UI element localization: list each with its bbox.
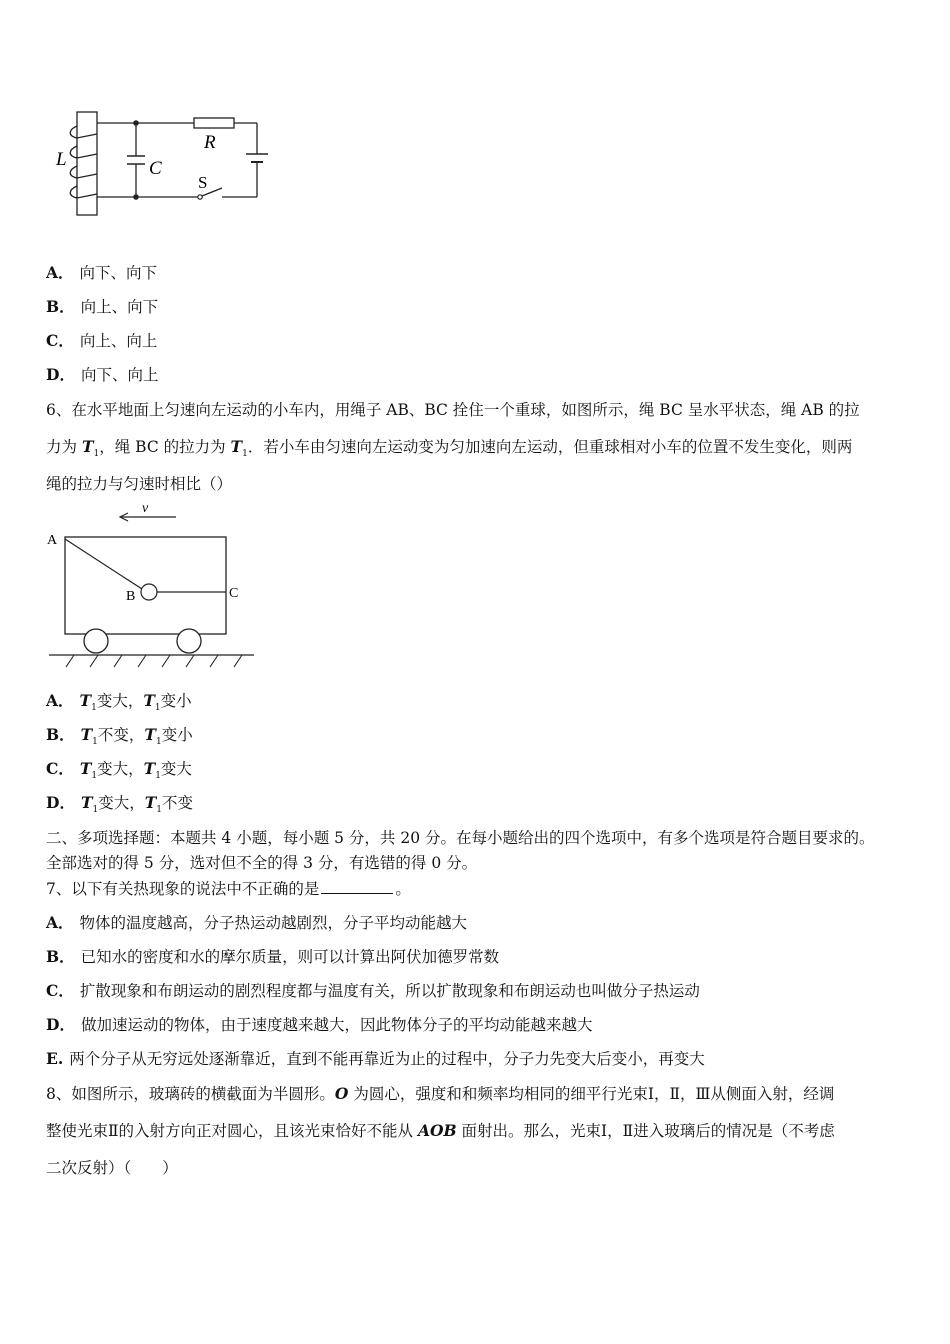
- q6-option-d-s1: 1: [92, 805, 99, 816]
- q6-option-c-s2: 1: [155, 771, 161, 782]
- q8-stem-line2-b: 面射出。那么，光束Ⅰ，Ⅱ进入玻璃后的情况是（不考虑: [456, 1122, 835, 1140]
- q6-option-b-t2: T: [144, 725, 156, 744]
- q7-option-a[interactable]: [46, 911, 467, 933]
- q6-option-d-e: 不变: [162, 794, 194, 812]
- q7-option-e-label: E.: [46, 1049, 64, 1068]
- q6-option-b-m: 不变，: [97, 726, 145, 744]
- label-C-cart: C: [229, 586, 239, 601]
- q7-option-c-text: 扩散现象和布朗运动的剧烈程度都与温度有关，所以扩散现象和布朗运动也叫做分子热运动: [79, 982, 700, 1000]
- q6-T-sub-2: 1: [242, 449, 248, 460]
- q5-option-a[interactable]: [46, 261, 157, 283]
- q6-stem-line2: [46, 435, 852, 459]
- resistor: [194, 118, 234, 128]
- q5-option-c-text: 向上、向上: [79, 332, 158, 350]
- q6-stem-line2-b: ，绳 BC 的拉力为: [99, 438, 231, 456]
- q5-option-b[interactable]: [46, 295, 158, 317]
- q7-stem-a: 7、以下有关热现象的说法中不正确的是: [46, 880, 320, 898]
- q6-stem-line1: 6、在水平地面上匀速向左运动的小车内，用绳子 AB、BC 拴住一个重球，如图所示，绳 BC 呈水平状态，绳 AB 的拉: [46, 401, 860, 419]
- coil-core: [77, 112, 97, 215]
- rope-ab: [65, 539, 142, 589]
- coil-windings: [70, 126, 97, 198]
- q5-option-c-label: C．: [46, 331, 74, 350]
- q7-option-a-text: 物体的温度越高，分子热运动越剧烈，分子平均动能越大: [79, 914, 468, 932]
- label-v: v: [142, 501, 149, 516]
- q7-stem-b: 。: [395, 880, 411, 898]
- cart-figure: [44, 500, 259, 675]
- q7-option-b-label: B．: [46, 947, 75, 966]
- q7-option-d-label: D．: [46, 1015, 75, 1034]
- wheel-left: [84, 629, 108, 653]
- q6-option-c-e: 变大: [160, 760, 192, 778]
- label-S: S: [198, 173, 208, 192]
- q7-option-e[interactable]: [46, 1047, 705, 1069]
- q6-option-d-label: D．: [46, 793, 75, 812]
- ball: [141, 584, 157, 600]
- q7-option-c-label: C．: [46, 981, 74, 1000]
- q7-option-d[interactable]: [46, 1013, 592, 1035]
- q6-stem-line2-c: ．若小车由匀速向左运动变为匀加速向左运动，但重球相对小车的位置不发生变化，则两: [247, 438, 853, 456]
- q5-option-b-label: B．: [46, 297, 75, 316]
- q5-option-a-text: 向下、向下: [79, 264, 158, 282]
- q5-option-d-label: D．: [46, 365, 75, 384]
- q5-option-d[interactable]: [46, 363, 158, 385]
- q8-stem-line2-a: 整使光束Ⅱ的入射方向正对圆心，且该光束恰好不能从: [46, 1122, 418, 1140]
- label-A: A: [47, 533, 58, 548]
- q5-option-c[interactable]: [46, 329, 157, 351]
- q7-option-d-text: 做加速运动的物体，由于速度越来越大，因此物体分子的平均动能越来越大: [80, 1016, 593, 1034]
- q6-option-a-label: A．: [46, 691, 74, 710]
- q6-option-c-m: 变大，: [97, 760, 144, 778]
- q5-option-b-text: 向上、向下: [80, 298, 159, 316]
- switch-contact-left: [198, 195, 202, 199]
- ground-hatching: [66, 655, 242, 667]
- q5-option-d-text: 向下、向上: [80, 366, 159, 384]
- q6-option-d-t1: T: [80, 793, 93, 812]
- q6-option-a-m: 变大，: [96, 692, 144, 710]
- wheel-right: [177, 629, 201, 653]
- section2-heading-line2: 全部选对的得 5 分，选对但不全的得 3 分，有选错的得 0 分。: [46, 854, 478, 872]
- q6-T-symbol-2: T: [230, 437, 243, 456]
- q6-option-a[interactable]: [46, 689, 192, 713]
- q6-option-a-t2: T: [143, 691, 155, 710]
- q7-option-b-text: 已知水的密度和水的摩尔质量，则可以计算出阿伏加德罗常数: [80, 948, 500, 966]
- q7-stem: [46, 877, 411, 899]
- q7-option-c[interactable]: [46, 979, 700, 1001]
- q8-symbol-AOB: AOB: [417, 1121, 457, 1140]
- q7-option-e-text: 两个分子从无穷远处逐渐靠近，直到不能再靠近为止的过程中，分子力先变大后变小，再变大: [69, 1050, 705, 1068]
- q6-option-d-s2: 1: [156, 805, 163, 816]
- q6-T-sub-1: 1: [93, 449, 100, 460]
- label-R: R: [204, 132, 216, 153]
- q6-option-a-s1: 1: [91, 703, 97, 714]
- q6-option-a-t1: T: [79, 691, 92, 710]
- q6-option-b[interactable]: [46, 723, 193, 747]
- q6-stem-line2-a: 力为: [46, 438, 82, 456]
- q6-option-b-s1: 1: [92, 737, 98, 748]
- q6-option-b-s2: 1: [155, 737, 162, 748]
- label-L: L: [56, 149, 67, 170]
- q5-option-a-label: A．: [46, 263, 74, 282]
- q8-stem-line1-a: 8、如图所示，玻璃砖的横截面为半圆形。: [46, 1085, 335, 1103]
- q6-option-c-s1: 1: [91, 771, 98, 782]
- section2-heading-line1: 二、多项选择题：本题共 4 小题，每小题 5 分，共 20 分。在每小题给出的四个选项中，有多个选项是符合题目要求的。: [46, 829, 875, 847]
- q6-option-a-e: 变小: [160, 692, 192, 710]
- q7-answer-blank[interactable]: [321, 879, 393, 894]
- q6-option-c-t2: T: [143, 759, 156, 778]
- q6-stem-line3: 绳的拉力与匀速时相比（）: [46, 475, 233, 493]
- q8-stem-line3: 二次反射）（ ）: [46, 1159, 178, 1177]
- q7-option-a-label: A．: [46, 913, 74, 932]
- q8-stem-line1-b: 为圆心，强度和和频率均相同的细平行光束Ⅰ，Ⅱ，Ⅲ从侧面入射，经调: [348, 1085, 835, 1103]
- q6-option-a-s2: 1: [154, 703, 161, 714]
- q6-option-d-m: 变大，: [98, 794, 145, 812]
- label-B: B: [126, 589, 136, 604]
- q6-option-c-label: C．: [46, 759, 74, 778]
- q6-option-c-t1: T: [79, 759, 92, 778]
- label-C: C: [149, 158, 162, 179]
- q6-option-c[interactable]: [46, 757, 192, 781]
- q6-option-b-t1: T: [80, 725, 93, 744]
- q6-option-b-label: B．: [46, 725, 75, 744]
- q6-option-d-t2: T: [144, 793, 157, 812]
- q8-stem-line2: [46, 1119, 835, 1141]
- q6-option-d[interactable]: [46, 791, 193, 815]
- q6-option-b-e: 变小: [161, 726, 193, 744]
- q8-stem-line1: [46, 1082, 834, 1104]
- q7-option-b[interactable]: [46, 945, 499, 967]
- lc-circuit-figure: [50, 108, 280, 220]
- q8-symbol-O: O: [334, 1084, 349, 1103]
- q6-T-symbol-1: T: [81, 437, 94, 456]
